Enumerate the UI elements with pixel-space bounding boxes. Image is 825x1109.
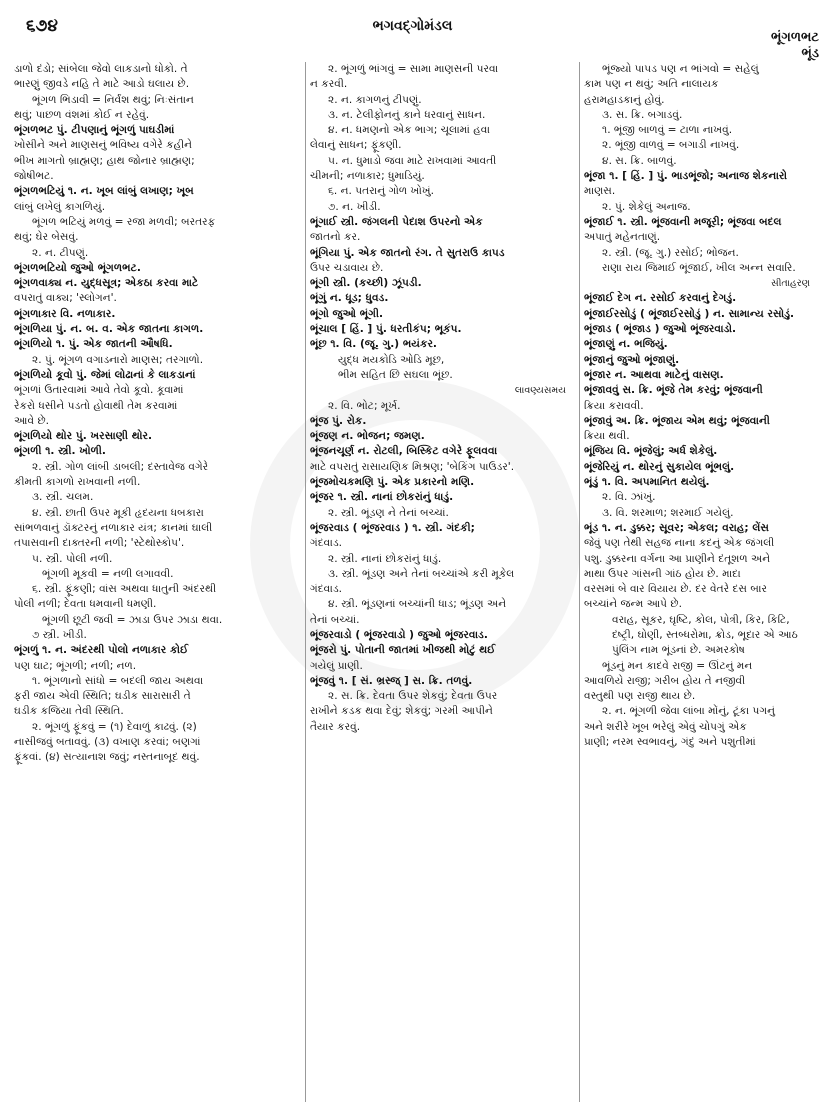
sense-line: ૪. સ. ક્રિ. બાળવું. [602, 154, 677, 167]
headword-line: ભૂંજાઈ દેગ ન. રસોઈ કરવાનું દેગડું. [584, 292, 737, 305]
citation-source: સીતાહરણ [771, 278, 810, 290]
headword-line: ભૂંજર ૧. સ્ત્રી. નાનાં છોકરાંનું ધાડું. [310, 491, 454, 504]
headword-line: ભૂંજનચૂર્ણ ન. રોટલી, બિસ્કિટ વગેરે ફૂલવવા [310, 445, 498, 458]
page-title: ભગવદ્ગોમંડલ [372, 18, 453, 34]
guide-word-first: ભૂંગળભટ [771, 30, 819, 45]
sense-line: ૩. ન. ટેલીફોનનું કાને ધરવાનું સાધન. [328, 108, 486, 121]
entry-line: ભીખ માગતો બ્રાહ્મણ; હાથ જોનાર બ્રાહ્મણ; [14, 154, 195, 167]
guide-words [771, 30, 819, 63]
sense-line: ૨. ન. ભૂંગળી જેવા લાંબા મોંનું, ટૂંકા પગનું [602, 705, 775, 718]
entry-line: ચીમની; નળાકાર; ધુમાડિયું. [310, 170, 425, 183]
sense-line: ૭ સ્ત્રી. ખીડી. [32, 628, 87, 641]
quote-line: વરાહ, સૂકર, ઘૃષ્ટિ, કોલ, પોત્રી, કિર, કિટિ, [612, 613, 790, 626]
headword-line: ભૂંગળિયા પું. ન. બ. વ. એક જાતના કાગળ. [14, 323, 204, 336]
headword-line: ભૂંજાણું ન. ભજિયું. [584, 338, 668, 351]
entry-line: જોષીભટ. [14, 170, 54, 183]
entry-line: કીમતી કાગળો રાખવાની નળી. [14, 476, 141, 489]
headword-line: ભૂંગું ન. ધૂડ; ધુવડ. [310, 292, 389, 305]
entry-line: ગંદવાડ. [310, 583, 343, 596]
sense-line: ૪. સ્ત્રી. છાતી ઉપર મૂકી હૃદયના ધબકારા [32, 506, 204, 519]
headword-line: ભૂંજરવાડ ( ભૂંજરવાડ ) ૧. સ્ત્રી. ગંદકી; [310, 521, 475, 534]
headword-line: ભૂંગળભટિયો જુઓ ભૂંગળભટ. [14, 261, 141, 274]
entry-line: પણ ઘાટ; ભૂંગળી; નળી; નળ. [14, 659, 137, 672]
entry-line: આવળિયે રાજી; ગરીબ હોય તે નજીવી [584, 674, 746, 687]
headword-line: ભૂંગળભટ પું. ટીપણાનું ભૂંગળું પાઘડીમાં [14, 124, 175, 137]
guide-word-last: ભૂંડ [801, 46, 819, 62]
entry-line: થવું; પાછળ વંશમાં કોઈ ન રહેવું. [14, 108, 150, 121]
sense-line: ૬. સ્ત્રી. ફૂંકણી; વાંસ અથવા ધાતુની અંદરથી [32, 583, 217, 596]
entry-line: કામ પણ ન થવું; અતિ નાલાયક [584, 78, 719, 91]
headword-line: ભૂંજાવું અ. ક્રિ. ભૂંજાય એમ થવું; ભૂંજવાની [584, 414, 770, 427]
column-1 [14, 62, 302, 1102]
entry-line: ભૂંગળાં ઉતારવામાં આવે તેવો કૂવો. કૂવામાં [14, 384, 184, 397]
entry-line: ભારણું જીવડે નહિ તે માટે આડો ઘલાય છે. [14, 78, 190, 91]
entry-line: સાંભળવાનું ડૉક્ટરનું નળાકાર યંત્ર; કાનમાં ઘાલી [14, 521, 213, 534]
entry-line: હરામહાડકાનું હોવું. [584, 93, 665, 106]
entry-line: ક્રિયા થવી. [584, 430, 630, 443]
sense-line: ૩. સ્ત્રી. ચલમ. [32, 491, 94, 504]
headword-line: ભૂંજ પું. રોક. [310, 414, 367, 427]
entry-line: માથા ઉપર ગાંસની ગાંઠ હોય છે. માદા [584, 567, 741, 580]
column-divider [305, 62, 306, 1102]
entry-line: નાસીજવું બતાવવું. (૩) વખાણ કરવાં; બણગાં [14, 736, 201, 749]
entry-line: ફૂંકવાં. (૪) સત્યાનાશ જવું; નસ્તનાબૂદ થવું. [14, 751, 200, 764]
headword-line: ભૂંડું ૧. વિ. અપમાનિત થયેલું. [584, 476, 710, 489]
entry-line: ન કરવી. [310, 78, 348, 91]
entry-line: પશુ. ડુક્કરના વર્ગના આ પ્રાણીને દંતૂશળ અને [584, 552, 771, 565]
headword-line: ભૂંગળી ૧. સ્ત્રી. ખોળી. [14, 445, 106, 458]
entry-line: તપાસવાની દાક્તરની નળી; 'સ્ટેથોસ્કોપ'. [14, 537, 185, 550]
entry-line: જાતનો કર. [310, 231, 361, 244]
headword-line: ભૂંગો જુઓ ભૂંગી. [310, 307, 383, 320]
headword-line: ભૂંગી સ્ત્રી. (કચ્છી) ઝૂંપડી. [310, 277, 422, 290]
sense-line: ૨. પું. ભૂંગળ વગાડનારો માણસ; તરગાળો. [32, 353, 204, 366]
headword-line: ભૂંજવું ૧. [ સં. ભ્રસ્જ્ ] સ. ક્રિ. તળવું. [310, 674, 473, 687]
entry-line: ક્રિયા કરાવવી. [584, 399, 644, 412]
column-2 [310, 62, 576, 1102]
sense-line: ૭. ન. ખીડી. [328, 200, 381, 213]
headword-line: ભૂંગાઈ સ્ત્રી. જંગલની પેદાશ ઉપરનો એક [310, 215, 483, 228]
headword-line: ભૂંજરવાડો ( ભૂંજરવાડો ) જુઓ ભૂંજરવાડ. [310, 628, 488, 641]
headword-line: ભૂંજેરિયું ન. થોરનું સુકાયેલ ભૂંભલું. [584, 460, 735, 473]
column-divider [579, 62, 580, 1102]
column-3 [584, 62, 820, 1102]
entry-line: બચ્ચાંને જન્મ આપે છે. [584, 598, 682, 611]
headword-line: ભૂંજાઈરસોડું ( ભૂંજાઈરસોડું ) ન. સામાન્ય રસોડું. [584, 307, 795, 320]
entry-line: રેકરો ધસીને પડતો હોવાથી તેમ કરવામાં [14, 399, 178, 412]
sense-line: ૨. સ્ત્રી. ગોળ લાંબી ડાબલી; દસ્તાવેજ વગેરે [32, 460, 209, 473]
headword-line: ભૂંગળભટિયું ૧. ન. ખૂબ લાંબું લખાણ; ખૂબ [14, 185, 194, 198]
headword-line: ભૂંજાનું જુઓ ભૂંજાણું. [584, 353, 680, 366]
entry-line: માણસ. [584, 185, 616, 198]
headword-line: ભૂંગળિયો કૂવો પું. જેમાં લોઢાનાં કે લાકડાનાં [14, 368, 196, 381]
headword-line: ભૂંડ ૧. ન. ડુક્કર; સૂવર; એકલ; વરાહ; લેંસ [584, 521, 769, 534]
entry-line: આવે છે. [14, 414, 49, 427]
headword-line: ભૂંજા ૧. [ હિં. ] પું. ભાડભૂંજો; અનાજ શેકનારો [584, 170, 788, 183]
entry-line: જેવું પણ તેથી સહજ નાના કદનું એક જંગલી [584, 537, 775, 550]
entry-line: પોલી નળી; દેવતા ધમવાની ધમણી. [14, 598, 157, 611]
page-header [0, 4, 825, 62]
entry-line: વપરાતું વાક્ય; 'સ્લોગન'. [14, 292, 117, 305]
headword-line: ભૂંજાવવું સ. ક્રિ. ભૂંજે તેમ કરવું; ભૂંજવાની [584, 384, 763, 397]
entry-line: પ્રાણી; નરમ સ્વભાવનું, ગંદું અને પશુતીમાં [584, 736, 756, 749]
sense-line: ભૂંગળ ભટિયું મળવું = રજા મળવી; બરતરફ [32, 215, 216, 228]
sense-line: ૨. ન. કાગળનું ટીપણું. [328, 93, 422, 106]
sense-line: ૨. સ્ત્રી. ભૂંડણ ને તેનાં બચ્ચાં. [328, 506, 449, 519]
entry-line: ખોસીને અને માણસનું ભવિષ્ય વગેરે કહીને [14, 139, 193, 152]
sense-line: ૧. ભૂંગળાનો સાંધો = બદલી જાય અથવા [32, 674, 204, 687]
citation-source: લાવણ્યસમય [514, 385, 566, 397]
sense-line: ભૂંગળ ભિડાવી = નિર્વંશ થવું; નિઃસંતાન [32, 93, 194, 106]
headword-line: ભૂંગિયા પું. એક જાતનો રંગ. તે સુતરાઉ કાપડ [310, 246, 505, 259]
page-number: ૬૭૪ [26, 16, 58, 36]
headword-line: ભૂંજિય વિ. ભૂંજેલું; અર્ધ શેકેલું. [584, 445, 718, 458]
sense-line: ૫. સ્ત્રી. પોલી નળી. [32, 552, 113, 565]
entry-line: ડાળો દંડો; સાંબેલા જેવો લાકડાનો ધોકો. તે [14, 63, 188, 75]
sense-line: ૨. ભૂંજી વાળવું = બગાડી નાખવું. [602, 139, 740, 152]
sense-line: ૨. સ્ત્રી. (જૂ. ગુ.) રસોઈ; ભોજન. [602, 246, 739, 259]
sense-line: ૨. પું. શેકેલું અનાજ. [602, 200, 691, 213]
sense-line: ભૂંડનું મન કાદવે રાજી = ઊંટનું મન [602, 659, 753, 672]
entry-line: રાખીને કડક થવા દેવું; શેકવું; ગરમી આપીને [310, 705, 493, 718]
entry-line: માટે વપરાતું રાસાયણિક મિશ્રણ; 'બેકિંગ પાઉડર'. [310, 460, 515, 473]
headword-line: ભૂંજમોચકમણિ પું. એક પ્રકારનો મણિ. [310, 476, 475, 489]
headword-line: ભૂંગળિયો થોર પું. ખરસાણી થોર. [14, 430, 152, 443]
entry-line: ઘડીક કજિયા તેવી સ્થિતિ. [14, 705, 124, 718]
entry-line: ફરી જાય એવી સ્થિતિ; ઘડીક સારાસારી તે [14, 690, 191, 703]
quote-line: દંષ્ટ્રી, ઘોણી, સ્તબ્ધરોમા, ક્રોડ, ભૂદાર એ આઠ [612, 628, 798, 641]
entry-line: થવું; ઘેર બેસવું. [14, 231, 79, 244]
entry-line: ગંદવાડ. [310, 537, 343, 550]
quote-line: ભૂંગળી મૂકવી = નળી લગાવવી. [42, 567, 174, 580]
quote-line: યુદ્ધ મયકોડિ ઓડિ મૂછ, [338, 353, 445, 366]
sense-line: ૨. સ. ક્રિ. દેવતા ઉપર શેકવું; દેવતા ઉપર [328, 690, 498, 703]
sense-line: ૨. વિ. ઝાંખું. [602, 491, 656, 504]
sense-line: ૪. ન. ધમણનો એક ભાગ; ચૂલામાં હવા [328, 124, 490, 137]
quote-line: પુંલિંગ નામ ભૂંડનાં છે. અમરકોષ [612, 644, 745, 657]
sense-line: ૩. સ. ક્રિ. બગાડવું. [602, 108, 683, 121]
headword-line: ભૂંજાઈ ૧. સ્ત્રી. ભૂંજવાની મજૂરી; ભૂંજવા બદલ [584, 215, 782, 228]
entry-line: તૈયાર કરવું. [310, 720, 361, 733]
entry-line: ગયેલું પ્રાણી. [310, 659, 363, 672]
entry-line: તેનાં બચ્ચાં. [310, 613, 360, 626]
sense-line: ૨. ભૂંગળું ફૂંકવું = (૧) દેવાળું કાઢવું. (૨) [32, 720, 197, 733]
entry-line: લેવાનું સાધન; ફૂંકણી. [310, 139, 402, 152]
sense-line: ભૂંજ્યો પાપડ પણ ન ભાંગવો = સહેલું [602, 63, 759, 75]
sense-line: ૨. ભૂંગળું ભાંગવું = સામા માણસની પરવા [328, 63, 499, 75]
sense-line: ૬. ન. પતરાનું ગોળ ખોખું. [328, 185, 434, 198]
headword-line: ભૂંછ ૧. વિ. (જૂ. ગુ.) ભયંકર. [310, 338, 437, 351]
headword-line: ભૂંગળાકાર વિ. નળાકાર. [14, 307, 116, 320]
headword-line: ભૂંજરો પું. પોતાની જાતમાં ખીજથી મોટું થઈ [310, 644, 496, 657]
sense-line: ૨. વિ. ભોટ; મૂર્ખ. [328, 399, 401, 412]
sense-line: ૪. સ્ત્રી. ભૂંડણનાં બચ્ચાંની ધાડ; ભૂંડણ અને [328, 598, 507, 611]
headword-line: ભૂંચાલ [ હિં. ] પું. ધરતીકંપ; ભૂકંપ. [310, 323, 462, 336]
sense-line: ૧. ભૂંજી બાળવું = ટાળા નાખવું. [602, 124, 733, 137]
entry-line: અને શરીરે ખૂબ ભરેલું એવું ચોપગું એક [584, 720, 747, 733]
headword-line: ભૂંગળવાક્ય ન. યુદ્ધસૂત્ર; એકઠા કરવા માટે [14, 277, 199, 290]
sense-line: ૨. સ્ત્રી. નાનાં છોકરાંનું ધાડું. [328, 552, 442, 565]
headword-line: ભૂંજાડ ( ભૂંજાડ ) જુઓ ભૂંજરવાડો. [584, 323, 737, 336]
headword-line: ભૂંજાર ન. આથવા માટેનું વાસણ. [584, 368, 724, 381]
sense-line: ૨. ન. ટીપણું. [32, 246, 89, 259]
sense-line: રાણા રાય જિમાઈ ભૂંજાઈ, ખીલ અન્ન સવારિ. [602, 261, 796, 274]
headword-line: ભૂંગળું ૧. ન. અંદરથી પોલો નળાકાર કોઈ [14, 644, 189, 657]
entry-line: અપાતું મહેનતાણું. [584, 231, 661, 244]
entry-line: લાંબું લખેલું કાગળિયું. [14, 200, 106, 213]
headword-line: ભૂંજણ ન. ભોજન; જમણ. [310, 430, 425, 443]
headword-line: ભૂંગળિયો ૧. પું. એક જાતની ઔષધિ. [14, 338, 173, 351]
quote-line: ભૂંગળી છૂટી જવી = ઝાડા ઉપર ઝાડા થવા. [42, 613, 223, 626]
sense-line: ૫. ન. ધુમાડો જવા માટે રાખવામાં આવતી [328, 154, 497, 167]
quote-line: ભીમ સહિત છિ સઘલા ભૂંછ. [338, 368, 453, 381]
entry-line: વરસમાં બે વાર વિયાય છે. દર વેતરે દસ બાર [584, 583, 767, 596]
entry-line: વસ્તુથી પણ રાજી થાય છે. [584, 690, 696, 703]
sense-line: ૩. વિ. શરમાળ; શરમાઈ ગયેલું. [602, 506, 734, 519]
entry-line: ઉપર ચડાવાય છે. [310, 261, 384, 274]
sense-line: ૩. સ્ત્રી. ભૂંડણ અને તેનાં બચ્ચાંએ કરી મૂકેલ [328, 567, 515, 580]
